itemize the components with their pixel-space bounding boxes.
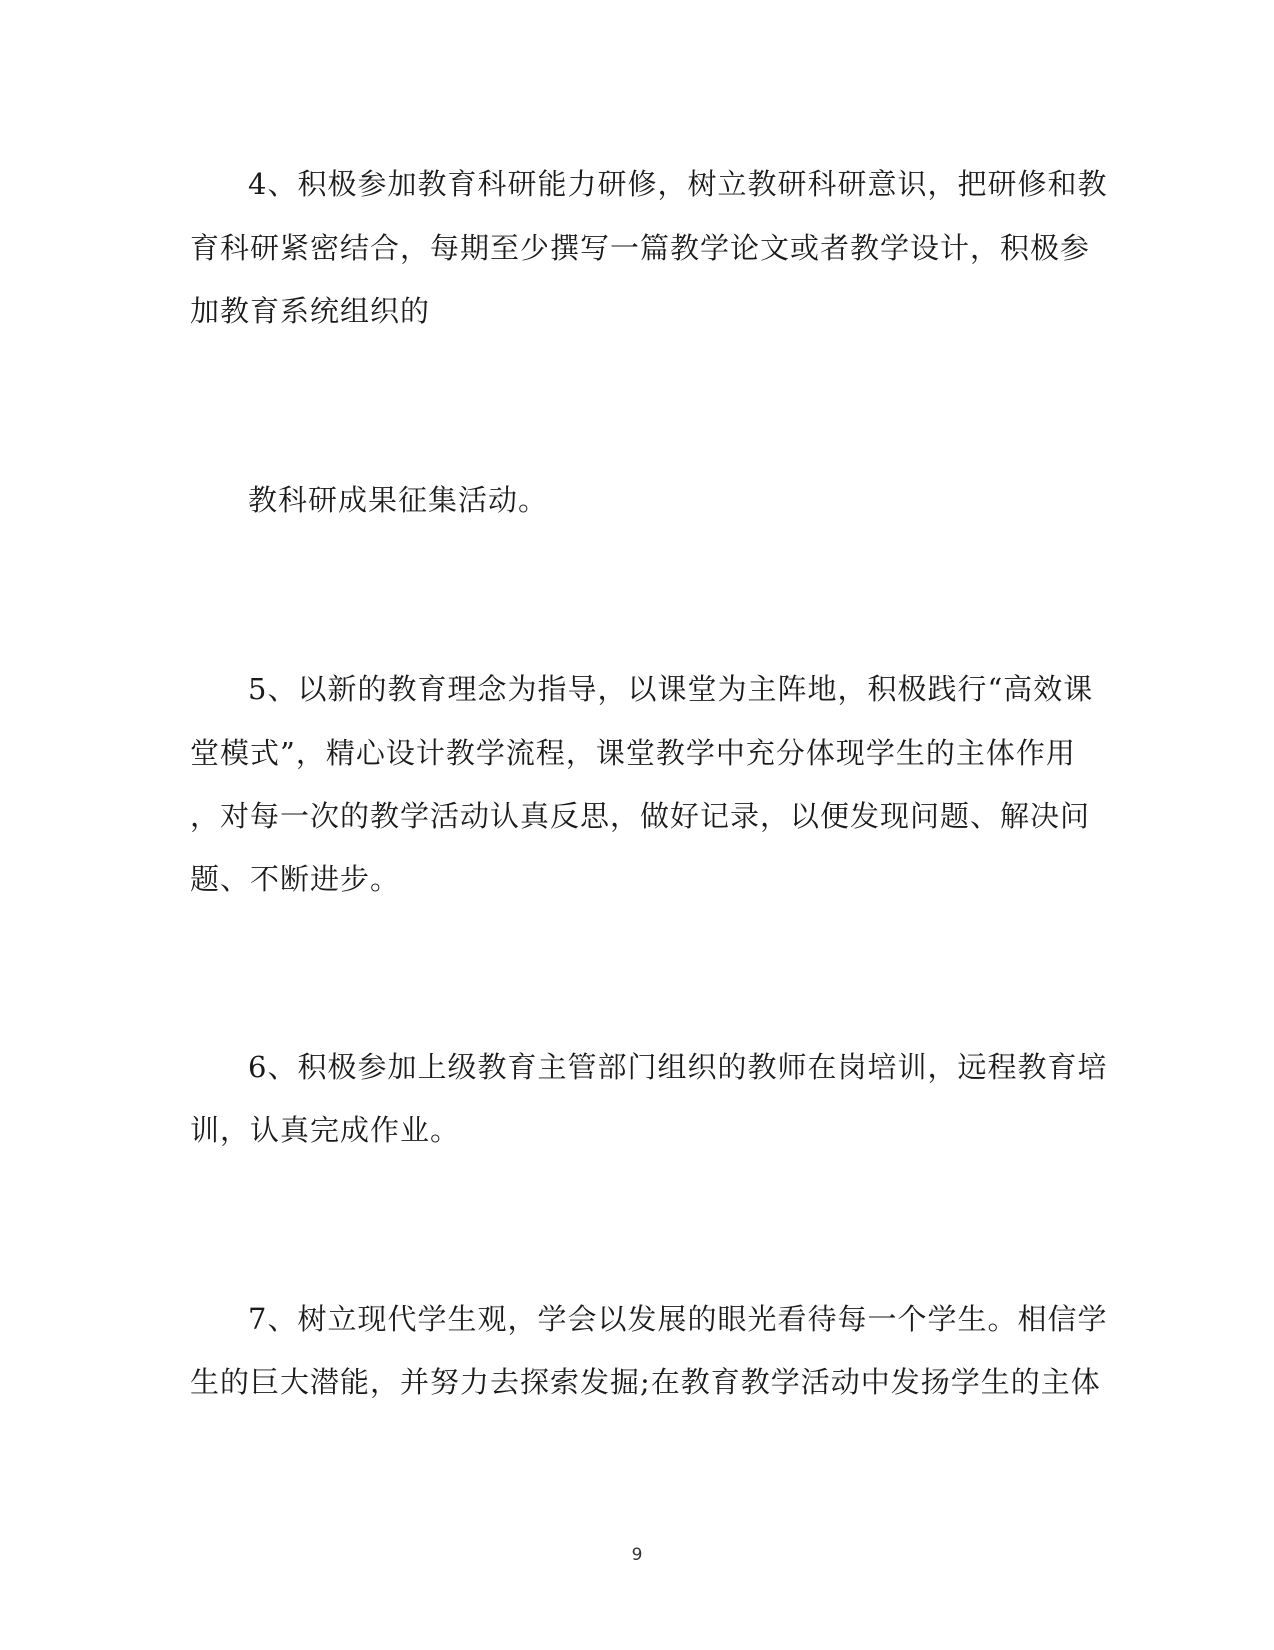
- paragraph-6-line-2: 训，认真完成作业。: [190, 1113, 461, 1147]
- paragraph-5-line-2: 堂模式”，精心设计教学流程，课堂教学中充分体现学生的主体作用: [190, 736, 1076, 770]
- paragraph-4-line-1: 4、积极参加教育科研能力研修，树立教研科研意识，把研修和教: [248, 167, 1108, 201]
- paragraph-6-line-1: 6、积极参加上级教育主管部门组织的教师在岗培训，远程教育培: [248, 1050, 1108, 1084]
- paragraph-4-line-3: 加教育系统组织的: [190, 294, 431, 328]
- paragraph-4-continuation: 教科研成果征集活动。: [248, 483, 549, 517]
- paragraph-5-line-3: ，对每一次的教学活动认真反思，做好记录，以便发现问题、解决问: [190, 799, 1091, 833]
- paragraph-7-line-2: 生的巨大潜能，并努力去探索发掘;在教育教学活动中发扬学生的主体: [190, 1365, 1101, 1399]
- paragraph-4-line-2: 育科研紧密结合，每期至少撰写一篇教学论文或者教学设计，积极参: [190, 231, 1091, 265]
- page-number: 9: [631, 1545, 643, 1565]
- paragraph-5-line-4: 题、不断进步。: [190, 862, 401, 896]
- paragraph-5-line-1: 5、以新的教育理念为指导，以课堂为主阵地，积极践行“高效课: [248, 672, 1094, 706]
- paragraph-7-line-1: 7、树立现代学生观，学会以发展的眼光看待每一个学生。相信学: [248, 1302, 1108, 1336]
